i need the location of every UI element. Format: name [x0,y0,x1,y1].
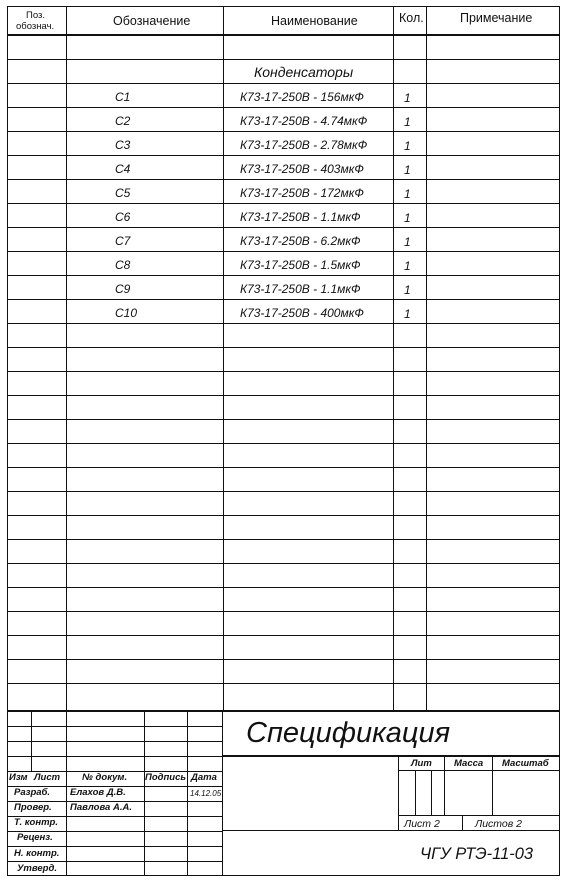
prover-name: Павлова А.А. [70,802,132,813]
tb-title-bottom [222,755,560,757]
col-doc-label: № докум. [82,772,128,783]
titleblock-right [559,710,560,876]
titleblock-row-line [7,756,222,757]
table-row-line [7,515,560,516]
header-designation: Обозначение [113,14,191,28]
table-row-line [7,227,560,228]
header-qty: Кол. [399,11,424,25]
table-row-line [7,587,560,588]
table-row-line [7,419,560,420]
table-row-line [7,659,560,660]
header-bottom-line [7,34,560,36]
item-qty: 1 [404,283,411,297]
titleblock-bottom [7,875,560,876]
item-qty: 1 [404,235,411,249]
col-list-label: Лист [34,772,61,783]
table-row-line [7,683,560,684]
table-row-line [7,275,560,276]
item-pos: C2 [115,114,131,128]
tb-col-4 [187,711,188,876]
table-row-line [7,83,560,84]
table-row-line [7,299,560,300]
item-name: К73-17-250В - 6.2мкФ [240,234,361,248]
col-izm-label: Изм [9,772,28,783]
table-row-line [7,155,560,156]
table-border-top [7,6,560,7]
utverd-label: Утверд. [17,863,57,874]
prover-label: Провер. [14,802,52,813]
tb-lit-header-line [398,770,560,771]
item-qty: 1 [404,115,411,129]
item-pos: C9 [115,282,131,296]
tb-col-5 [222,711,223,876]
item-name: К73-17-250В - 400мкФ [240,306,364,320]
document-code: ЧГУ РТЭ-11-03 [420,845,534,863]
table-row-line [7,203,560,204]
item-name: К73-17-250В - 1.1мкФ [240,210,361,224]
titleblock-row-line [7,861,222,862]
item-qty: 1 [404,163,411,177]
table-row-line [7,563,560,564]
item-pos: C8 [115,258,131,272]
tb-lit-block-scale [492,757,493,815]
table-divider-name [393,6,394,711]
col-sign-label: Подпись [145,772,187,783]
titleblock-row-line [7,726,222,727]
tb-col-3 [144,711,145,876]
header-pos-line1: Поз. [26,10,45,21]
tb-lit-block-left [398,757,399,831]
item-name: К73-17-250В - 2.78мкФ [240,138,368,152]
table-row-line [7,491,560,492]
section-title: Конденсаторы [254,64,354,80]
table-row-line [7,635,560,636]
item-qty: 1 [404,139,411,153]
item-qty: 1 [404,187,411,201]
item-pos: C1 [115,90,131,104]
item-name: К73-17-250В - 403мкФ [240,162,364,176]
recenz-label: Реценз. [17,832,53,843]
item-name: К73-17-250В - 1.5мкФ [240,258,361,272]
table-row-line [7,467,560,468]
header-note: Примечание [460,11,533,25]
item-pos: C5 [115,186,131,200]
table-row-line [7,179,560,180]
item-qty: 1 [404,211,411,225]
table-divider-designation [223,6,224,711]
table-border-right [559,6,560,711]
razrab-name: Елахов Д.В. [70,787,126,798]
tb-col-2 [66,711,67,876]
item-pos: C4 [115,162,131,176]
lit-label: Лит [411,758,432,769]
tb-right-lower-line [222,830,560,831]
item-pos: C10 [115,306,138,320]
table-row-line [7,251,560,252]
sheet-number: Лист 2 [404,818,440,830]
table-row-line [7,323,560,324]
table-row-line [7,347,560,348]
table-row-line [7,395,560,396]
header-name: Наименование [271,14,358,28]
table-divider-pos [66,6,67,711]
titleblock-top [7,710,560,712]
nkontr-label: Н. контр. [14,848,60,859]
tb-lit-cell-2 [431,770,432,815]
table-row-line [7,611,560,612]
razrab-label: Разраб. [14,787,51,798]
titleblock-row-line [7,846,222,847]
item-name: К73-17-250В - 1.1мкФ [240,282,361,296]
table-row-line [7,443,560,444]
item-name: К73-17-250В - 4.74мкФ [240,114,368,128]
tb-sheet-row-top [398,815,560,816]
table-row-line [7,59,560,60]
item-name: К73-17-250В - 172мкФ [240,186,364,200]
item-name: К73-17-250В - 156мкФ [240,90,364,104]
table-divider-qty [426,6,427,711]
tb-sheet-divider [462,815,463,831]
item-qty: 1 [404,91,411,105]
tb-lit-block-mass [444,757,445,815]
mass-label: Масса [454,758,484,769]
titleblock-row-line [7,741,222,742]
sheets-total: Листов 2 [475,818,522,830]
table-row-line [7,107,560,108]
table-border-left [7,6,8,711]
document-title: Спецификация [246,717,451,749]
item-pos: C6 [115,210,131,224]
item-pos: C7 [115,234,131,248]
tb-lit-cell-1 [415,770,416,815]
item-qty: 1 [404,259,411,273]
titleblock-left [7,710,8,876]
scale-label: Масштаб [502,758,549,769]
item-pos: C3 [115,138,131,152]
col-date-label: Дата [191,772,217,783]
table-row-line [7,371,560,372]
tkontr-label: Т. контр. [14,817,58,828]
table-row-line [7,131,560,132]
header-pos-line2: обознач. [16,21,55,32]
item-qty: 1 [404,307,411,321]
table-row-line [7,539,560,540]
razrab-date: 14.12.05 [190,789,222,798]
